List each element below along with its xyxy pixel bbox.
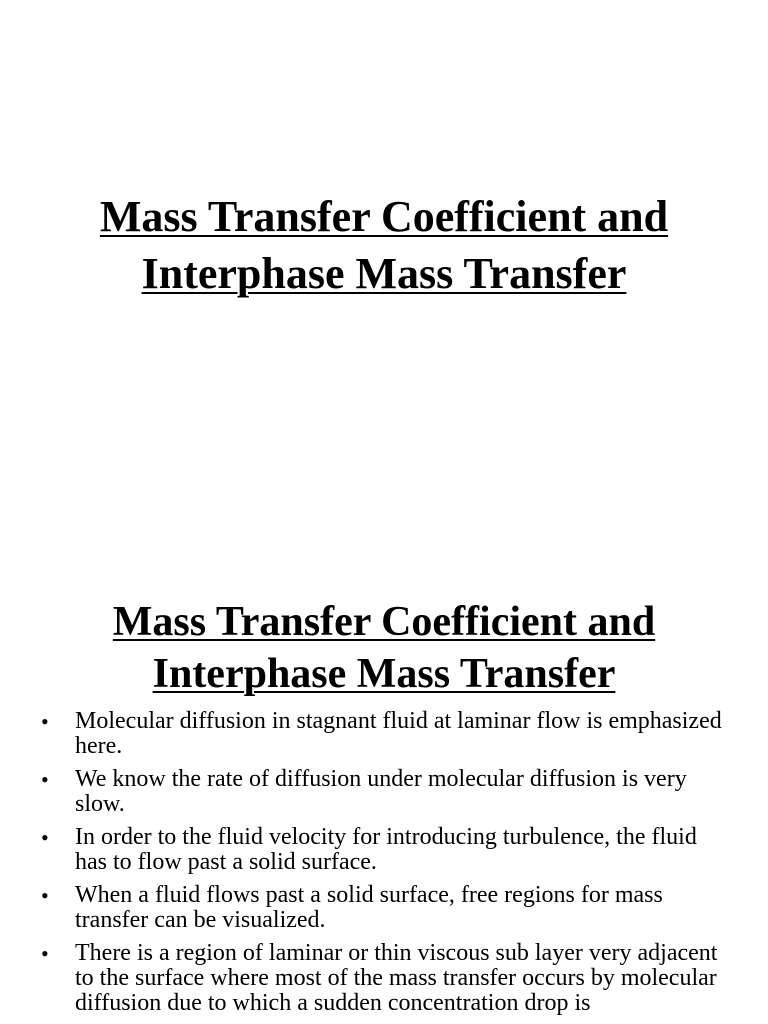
bullet-icon: • — [41, 709, 49, 734]
bullet-icon: • — [41, 825, 49, 850]
bullet-item — [0, 709, 768, 759]
bullet-text: There is a region of laminar or thin viscous sub layer very adjacent to the surface where most of the mass transfer occurs by molecular diffusion due to which a sudden concentration drop is — [75, 940, 718, 1016]
bullet-icon: • — [41, 767, 49, 792]
bullet-text: When a fluid flows past a solid surface, free regions for mass transfer can be visualized. — [75, 882, 663, 933]
bullet-item — [0, 941, 768, 1016]
bullet-item — [0, 767, 768, 817]
bullet-list — [0, 709, 768, 1024]
title-line-1: Mass Transfer Coefficient and — [99, 192, 669, 241]
bullet-text: Molecular diffusion in stagnant fluid at laminar flow is emphasized here. — [75, 708, 722, 759]
bullet-item — [0, 825, 768, 875]
bullet-icon: • — [41, 883, 49, 908]
bullet-text: In order to the fluid velocity for introducing turbulence, the fluid has to flow past a solid surface. — [75, 824, 697, 875]
slide-title — [0, 188, 768, 302]
slide-heading — [0, 596, 768, 700]
heading-line-1: Mass Transfer Coefficient and — [112, 599, 656, 645]
heading-line-2: Interphase Mass Transfer — [152, 651, 616, 697]
bullet-item — [0, 883, 768, 933]
bullet-text: We know the rate of diffusion under molecular diffusion is very slow. — [75, 766, 687, 817]
content-slide — [0, 576, 768, 1024]
title-line-2: Interphase Mass Transfer — [141, 249, 627, 298]
bullet-icon: • — [41, 941, 49, 966]
